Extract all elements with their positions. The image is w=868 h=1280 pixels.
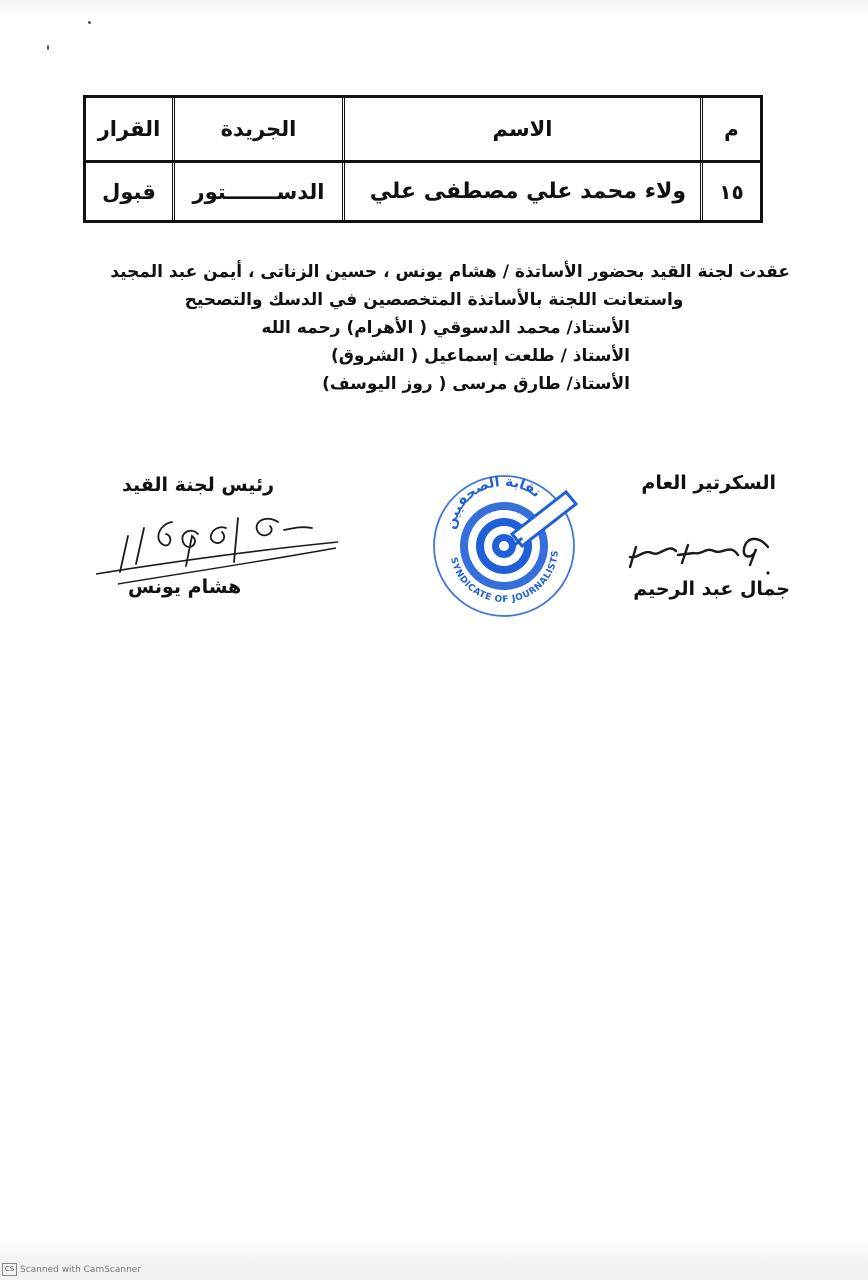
- minutes-line-attendance: عقدت لجنة القيد بحضور الأساتذة / هشام يونس ، حسين الزناتى ، أيمن عبد المجيد: [110, 262, 790, 282]
- row-number: ١٥: [700, 163, 760, 220]
- committee-chair-name: هشام يونس: [128, 576, 242, 598]
- committee-chair-title: رئيس لجنة القيد: [122, 474, 275, 496]
- seal-arabic-text: نقابة الصحفيين: [442, 473, 544, 531]
- row-name: ولاء محمد علي مصطفى علي: [342, 163, 700, 220]
- scan-speck: [47, 45, 49, 50]
- committee-minutes: [78, 258, 790, 398]
- syndicate-seal: [430, 470, 578, 620]
- minutes-line-specialist-1: الأستاذ/ محمد الدسوقي ( الأهرام) رحمه الله: [261, 318, 630, 338]
- scanner-watermark-text: Scanned with CamScanner: [20, 1264, 142, 1275]
- secretary-title: السكرتير العام: [641, 472, 776, 494]
- minutes-line-specialists: واستعانت اللجنة بالأساتذة المتخصصين في الدسك والتصحيح: [184, 290, 684, 310]
- table-header-row: [86, 98, 760, 163]
- results-table: [83, 95, 763, 223]
- scan-speck: [88, 21, 91, 24]
- camscanner-logo-icon: CS: [2, 1263, 17, 1276]
- header-number: م: [700, 98, 760, 160]
- seal-english-text: SYNDICATE OF JOURNALISTS: [447, 549, 562, 606]
- row-decision: قبول: [102, 179, 156, 204]
- header-newspaper: الجريدة: [172, 98, 342, 160]
- table-row: [86, 163, 760, 220]
- minutes-line-specialist-3: الأستاذ/ طارق مرسى ( روز اليوسف): [322, 374, 630, 394]
- minutes-line-specialist-2: الأستاذ / طلعت إسماعيل ( الشروق): [330, 346, 630, 366]
- header-name: الاسم: [342, 98, 700, 160]
- header-decision: القرار: [97, 117, 161, 141]
- row-newspaper: الدســـــــتور: [172, 163, 342, 220]
- secretary-signature-scribble: [618, 525, 778, 575]
- secretary-name: جمال عبد الرحيم: [633, 578, 790, 600]
- scanner-watermark: [2, 1263, 141, 1276]
